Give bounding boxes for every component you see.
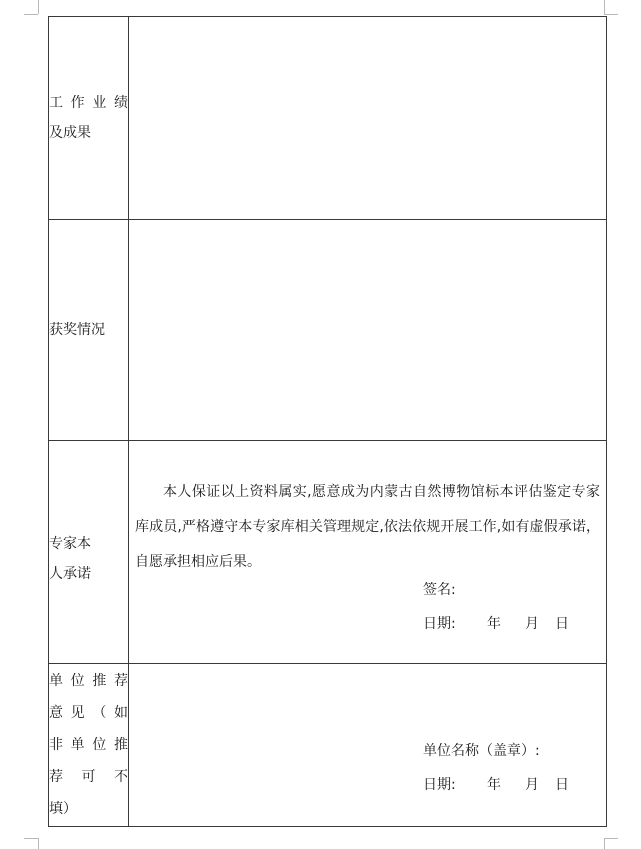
row-recommendation <box>49 664 607 827</box>
month-label: 月 <box>525 616 539 632</box>
crop-mark-top-right <box>604 0 605 14</box>
day-label: 日 <box>555 616 569 632</box>
expert-form-table <box>48 16 607 827</box>
crop-mark-top-left <box>38 0 39 14</box>
label-line: 非单位推 <box>49 737 128 753</box>
label-commitment <box>49 441 129 664</box>
label-awards <box>49 220 129 441</box>
date-label: 日期: <box>423 616 456 632</box>
commitment-text: 本人保证以上资料属实,愿意成为内蒙古自然博物馆标本评估鉴定专家库成员,严格遵守本专家库相关管理规定,依法依规开展工作,如有虚假承诺，自愿承担相应后果。 <box>135 484 600 570</box>
crop-mark-top-left-h <box>24 14 38 15</box>
recommendation-date-line <box>423 774 569 794</box>
unit-name-label: 单位名称（盖章）: <box>423 743 540 759</box>
crop-mark-top-right-h <box>604 14 618 15</box>
row-achievements <box>49 17 607 220</box>
label-line: 意见（如 <box>49 705 128 721</box>
label-line: 单位推荐 <box>49 673 128 689</box>
day-label: 日 <box>555 777 569 793</box>
label-achievements <box>49 17 129 220</box>
crop-mark-bottom-right <box>604 838 605 849</box>
row-commitment <box>49 441 607 664</box>
year-label: 年 <box>487 616 501 632</box>
label-line: 及成果 <box>49 125 91 141</box>
month-label: 月 <box>525 777 539 793</box>
signature-label: 签名: <box>423 582 456 598</box>
date-label: 日期: <box>423 777 456 793</box>
label-line: 工作业绩 <box>49 95 128 111</box>
achievements-content-cell[interactable] <box>129 17 607 220</box>
label-recommendation <box>49 664 129 827</box>
crop-mark-bottom-left-h <box>24 838 38 839</box>
commitment-date-line <box>423 613 569 633</box>
crop-mark-bottom-right-h <box>604 838 618 839</box>
label-line: 填） <box>49 801 77 817</box>
row-awards <box>49 220 607 441</box>
label-line: 人承诺 <box>49 566 91 582</box>
awards-content-cell[interactable] <box>129 220 607 441</box>
crop-mark-bottom-left <box>38 838 39 849</box>
label-line: 获奖情况 <box>49 322 105 338</box>
label-line: 荐可不 <box>49 769 128 785</box>
year-label: 年 <box>487 777 501 793</box>
label-line: 专家本 <box>49 536 91 552</box>
commitment-cell <box>129 441 607 664</box>
recommendation-cell <box>129 664 607 827</box>
